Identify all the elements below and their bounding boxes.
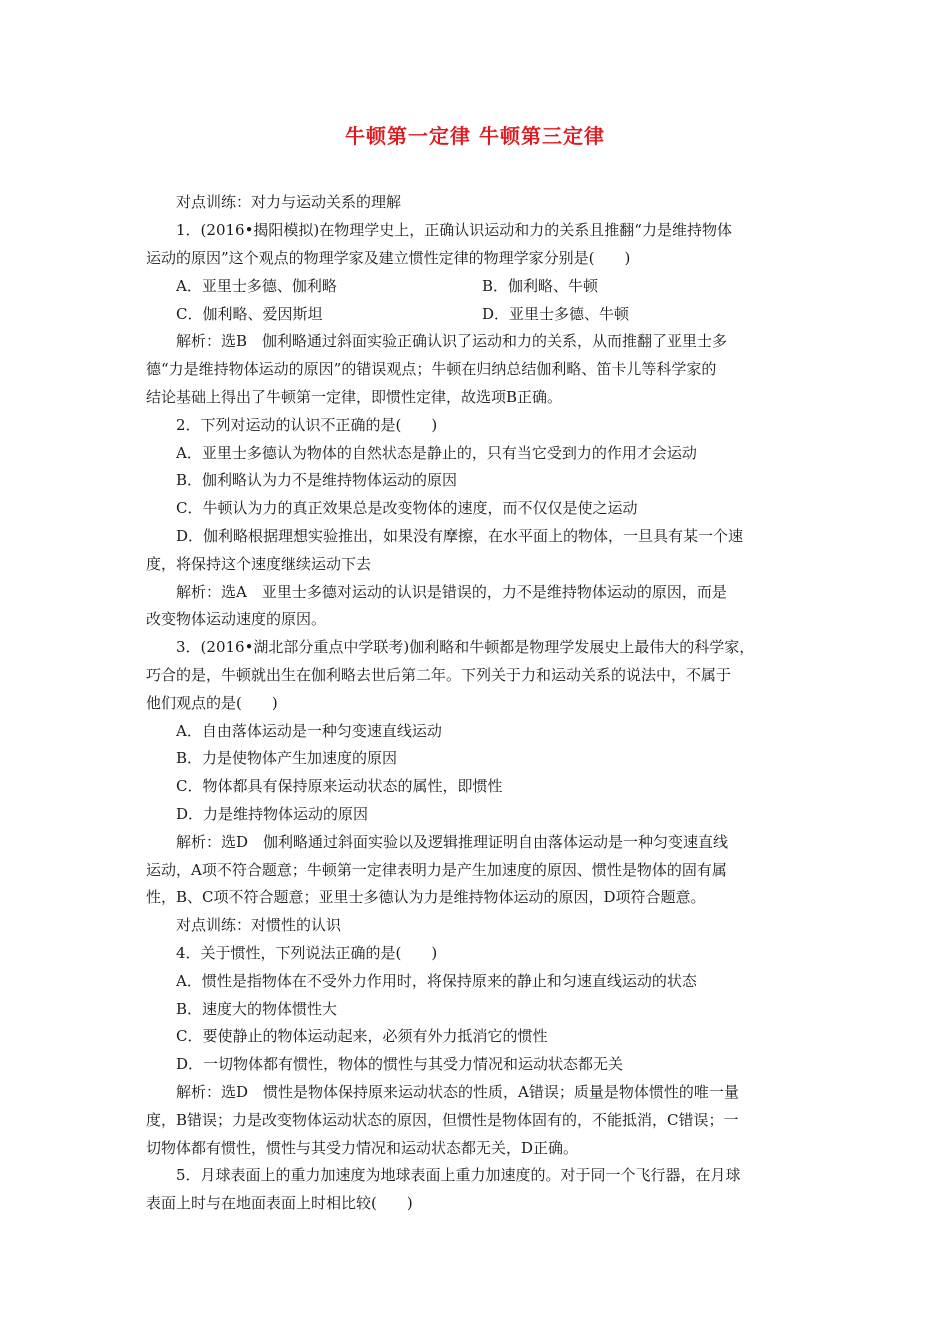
q2-option-a: A．亚里士多德认为物体的自然状态是静止的，只有当它受到力的作用才会运动 <box>176 444 697 462</box>
q4-option-d: D．一切物体都有惯性，物体的惯性与其受力情况和运动状态都无关 <box>176 1055 624 1073</box>
q3-option-b: B．力是使物体产生加速度的原因 <box>176 749 398 767</box>
q4-analysis-line-3: 切物体都有惯性，惯性与其受力情况和运动状态都无关，D正确。 <box>146 1139 579 1157</box>
q1-analysis-line-1: 解析：选B 伽利略通过斜面实验正确认识了运动和力的关系，从而推翻了亚里士多 <box>176 332 728 350</box>
q4-option-b: B．速度大的物体惯性大 <box>176 1000 338 1018</box>
q1-option-c: C．伽利略、爱因斯坦 <box>176 305 323 323</box>
q3-analysis-line-3: 性，B、C项不符合题意；亚里士多德认为力是维持物体运动的原因，D项符合题意。 <box>146 888 706 906</box>
section-heading-force-motion: 对点训练：对力与运动关系的理解 <box>176 193 402 211</box>
question-2: 2．下列对运动的认识不正确的是( ) <box>176 416 438 434</box>
q3-analysis-line-1: 解析：选D 伽利略通过斜面实验以及逻辑推理证明自由落体运动是一种匀变速直线 <box>176 833 729 851</box>
q2-analysis-line-1: 解析：选A 亚里士多德对运动的认识是错误的，力不是维持物体运动的原因，而是 <box>176 583 727 601</box>
question-3-line-1: 3．(2016•湖北部分重点中学联考)伽利略和牛顿都是物理学发展史上最伟大的科学家， <box>176 638 755 656</box>
question-3-line-3: 他们观点的是( ) <box>146 694 278 712</box>
q1-analysis-line-2: 德“力是维持物体运动的原因”的错误观点；牛顿在归纳总结伽利略、笛卡儿等科学家的 <box>146 360 717 378</box>
q3-option-c: C．物体都具有保持原来运动状态的属性，即惯性 <box>176 777 503 795</box>
q2-option-d-line-1: D．伽利略根据理想实验推出，如果没有摩擦，在水平面上的物体，一旦具有某一个速 <box>176 527 744 545</box>
q4-analysis-line-2: 度，B错误；力是改变物体运动状态的原因，但惯性是物体固有的，不能抵消，C错误；一 <box>146 1111 739 1129</box>
question-3-line-2: 巧合的是，牛顿就出生在伽利略去世后第二年。下列关于力和运动关系的说法中，不属于 <box>146 666 732 684</box>
q2-option-c: C．牛顿认为力的真正效果总是改变物体的速度，而不仅仅是使之运动 <box>176 499 638 517</box>
question-1-line-2: 运动的原因”这个观点的物理学家及建立惯性定律的物理学家分别是( ) <box>146 249 631 267</box>
q1-option-a: A．亚里士多德、伽利略 <box>176 277 337 295</box>
q4-analysis-line-1: 解析：选D 惯性是物体保持原来运动状态的性质，A错误；质量是物体惯性的唯一量 <box>176 1083 739 1101</box>
q2-option-b: B．伽利略认为力不是维持物体运动的原因 <box>176 471 458 489</box>
q3-option-a: A．自由落体运动是一种匀变速直线运动 <box>176 722 442 740</box>
question-4: 4．关于惯性，下列说法正确的是( ) <box>176 944 438 962</box>
question-5-line-2: 表面上时与在地面表面上时相比较( ) <box>146 1194 413 1212</box>
q1-analysis-line-3: 结论基础上得出了牛顿第一定律，即惯性定律，故选项B正确。 <box>146 388 563 406</box>
question-5-line-1: 5．月球表面上的重力加速度为地球表面上重力加速度的。对于同一个飞行器，在月球 <box>176 1166 741 1184</box>
q2-analysis-line-2: 改变物体运动速度的原因。 <box>146 610 327 628</box>
section-heading-inertia: 对点训练：对惯性的认识 <box>176 916 342 934</box>
q3-option-d: D．力是维持物体运动的原因 <box>176 805 369 823</box>
q1-option-d: D．亚里士多德、牛顿 <box>482 305 630 323</box>
q1-option-b: B．伽利略、牛顿 <box>482 277 599 295</box>
q4-option-c: C．要使静止的物体运动起来，必须有外力抵消它的惯性 <box>176 1027 548 1045</box>
q3-analysis-line-2: 运动，A项不符合题意；牛顿第一定律表明力是产生加速度的原因、惯性是物体的固有属 <box>146 861 727 879</box>
page-title: 牛顿第一定律 牛顿第三定律 <box>345 124 605 148</box>
q4-option-a: A．惯性是指物体在不受外力作用时，将保持原来的静止和匀速直线运动的状态 <box>176 972 697 990</box>
q2-option-d-line-2: 度，将保持这个速度继续运动下去 <box>146 555 372 573</box>
question-1-line-1: 1．(2016•揭阳模拟)在物理学史上，正确认识运动和力的关系且推翻“力是维持物体 <box>176 221 732 239</box>
